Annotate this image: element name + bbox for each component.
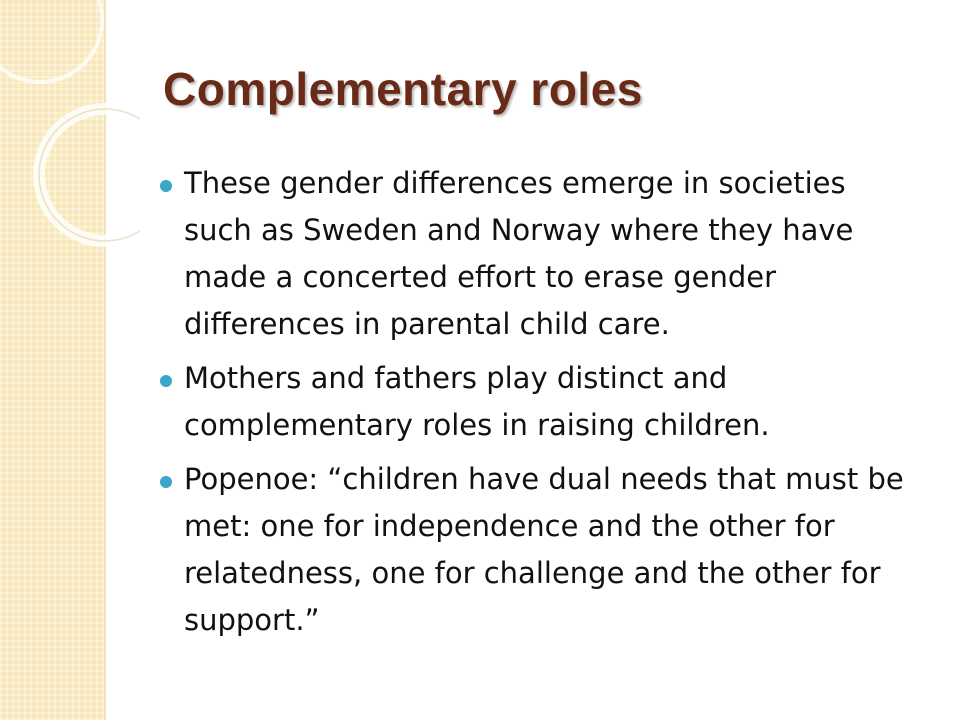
bullet-item	[160, 355, 920, 449]
bullet-dot-icon	[160, 476, 172, 488]
bullet-text: Mothers and fathers play distinct and complementary roles in raising children.	[184, 361, 770, 442]
bullet-text: Popenoe: “children have dual needs that must be met: one for independence and the other for relatedness, one for challenge and the other for support.”	[184, 462, 904, 637]
bullet-item	[160, 456, 920, 644]
decorative-circles-icon	[0, 0, 140, 260]
bullet-text: These gender differences emerge in societies such as Sweden and Norway where they have made a concerted effort to erase gender differences in parental child care.	[184, 166, 854, 341]
bullet-list	[160, 160, 920, 651]
slide-title: Complementary roles	[163, 63, 643, 115]
bullet-item	[160, 160, 920, 348]
bullet-dot-icon	[160, 180, 172, 192]
bullet-dot-icon	[160, 375, 172, 387]
